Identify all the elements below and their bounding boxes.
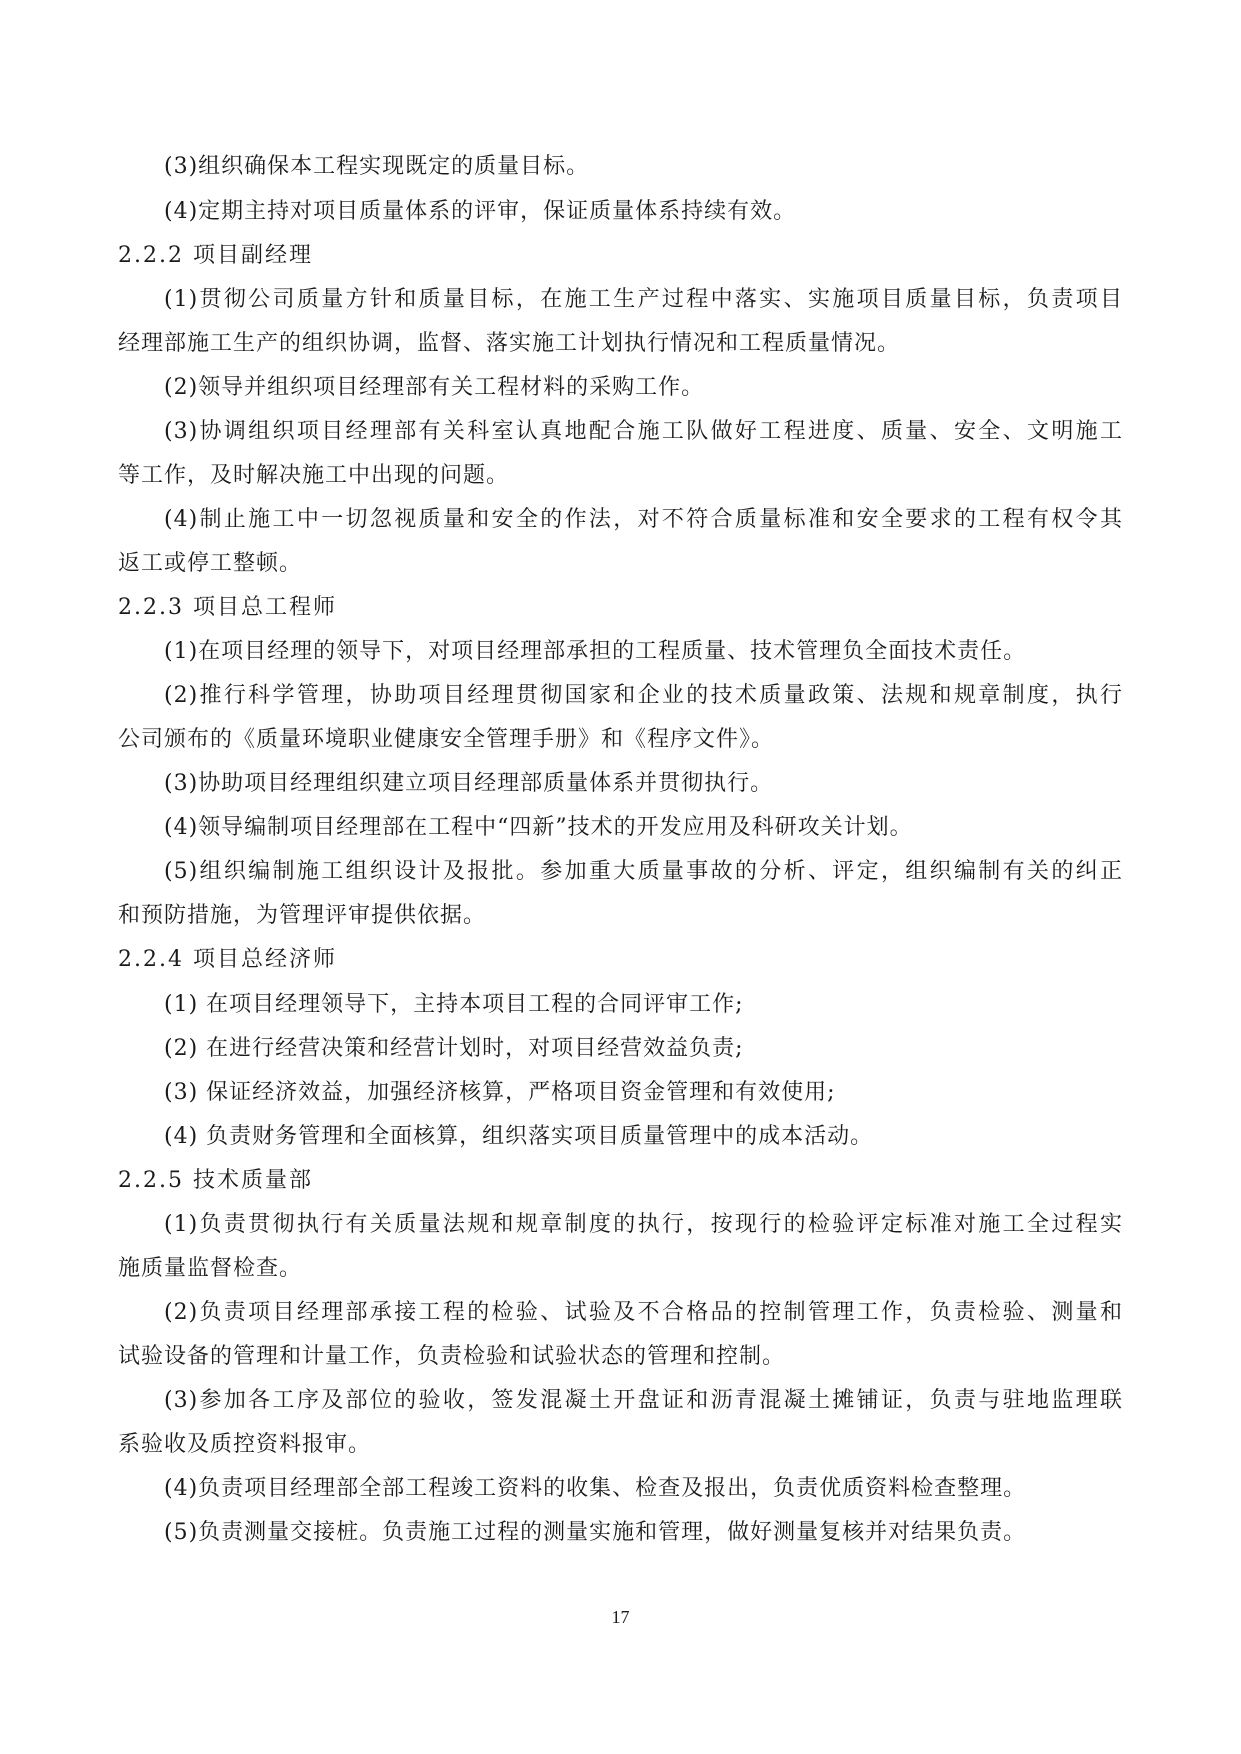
paragraph-line: (4) 负责财务管理和全面核算，组织落实项目质量管理中的成本活动。: [164, 1124, 874, 1149]
paragraph-line: (5)负责测量交接桩。负责施工过程的测量实施和管理，做好测量复核并对结果负责。: [164, 1520, 1027, 1545]
section-heading: 2.2.5 技术质量部: [118, 1168, 313, 1193]
paragraph-line: (3) 保证经济效益，加强经济核算，严格项目资金管理和有效使用;: [164, 1080, 836, 1105]
paragraph-line: 系验收及质控资料报审。: [118, 1432, 372, 1457]
paragraph-line: (2)负责项目经理部承接工程的检验、试验及不合格品的控制管理工作，负责检验、测量和: [164, 1300, 1123, 1325]
paragraph-line: (4)负责项目经理部全部工程竣工资料的收集、检查及报出，负责优质资料检查整理。: [164, 1476, 1027, 1501]
paragraph-line: (1) 在项目经理领导下，主持本项目工程的合同评审工作;: [164, 992, 744, 1017]
paragraph-line: (3)协调组织项目经理部有关科室认真地配合施工队做好工程进度、质量、安全、文明施工: [164, 419, 1123, 444]
paragraph-line: (1)在项目经理的领导下，对项目经理部承担的工程质量、技术管理负全面技术责任。: [164, 639, 1027, 664]
page-number: 17: [611, 1607, 630, 1627]
paragraph-line: (3)组织确保本工程实现既定的质量目标。: [164, 154, 590, 179]
paragraph-line: 经理部施工生产的组织协调，监督、落实施工计划执行情况和工程质量情况。: [118, 331, 901, 356]
paragraph-line: (4)领导编制项目经理部在工程中“四新”技术的开发应用及科研攻关计划。: [164, 815, 913, 840]
paragraph-line: (1)负责贯彻执行有关质量法规和规章制度的执行，按现行的检验评定标准对施工全过程实: [164, 1212, 1123, 1237]
section-heading: 2.2.4 项目总经济师: [118, 947, 337, 972]
paragraph-line: (3)参加各工序及部位的验收，签发混凝土开盘证和沥青混凝土摊铺证，负责与驻地监理联: [164, 1388, 1123, 1413]
paragraph-line: (4)制止施工中一切忽视质量和安全的作法，对不符合质量标准和安全要求的工程有权令其: [164, 507, 1123, 532]
paragraph-line: (2)领导并组织项目经理部有关工程材料的采购工作。: [164, 375, 705, 400]
paragraph-line: (2)推行科学管理，协助项目经理贯彻国家和企业的技术质量政策、法规和规章制度，执行: [164, 683, 1123, 708]
paragraph-line: (4)定期主持对项目质量体系的评审，保证质量体系持续有效。: [164, 199, 797, 224]
paragraph-line: 施质量监督检查。: [118, 1256, 303, 1281]
paragraph-line: (3)协助项目经理组织建立项目经理部质量体系并贯彻执行。: [164, 771, 774, 796]
paragraph-line: 等工作，及时解决施工中出现的问题。: [118, 463, 510, 488]
paragraph-line: (5)组织编制施工组织设计及报批。参加重大质量事故的分析、评定，组织编制有关的纠正: [164, 859, 1123, 884]
paragraph-line: 和预防措施，为管理评审提供依据。: [118, 903, 487, 928]
section-heading: 2.2.2 项目副经理: [118, 243, 313, 268]
paragraph-line: (1)贯彻公司质量方针和质量目标，在施工生产过程中落实、实施项目质量目标，负责项目: [164, 287, 1123, 312]
paragraph-line: (2) 在进行经营决策和经营计划时，对项目经营效益负责;: [164, 1036, 744, 1061]
paragraph-line: 返工或停工整顿。: [118, 551, 303, 576]
paragraph-line: 公司颁布的《质量环境职业健康安全管理手册》和《程序文件》。: [118, 727, 775, 752]
section-heading: 2.2.3 项目总工程师: [118, 595, 337, 620]
paragraph-line: 试验设备的管理和计量工作，负责检验和试验状态的管理和控制。: [118, 1344, 786, 1369]
